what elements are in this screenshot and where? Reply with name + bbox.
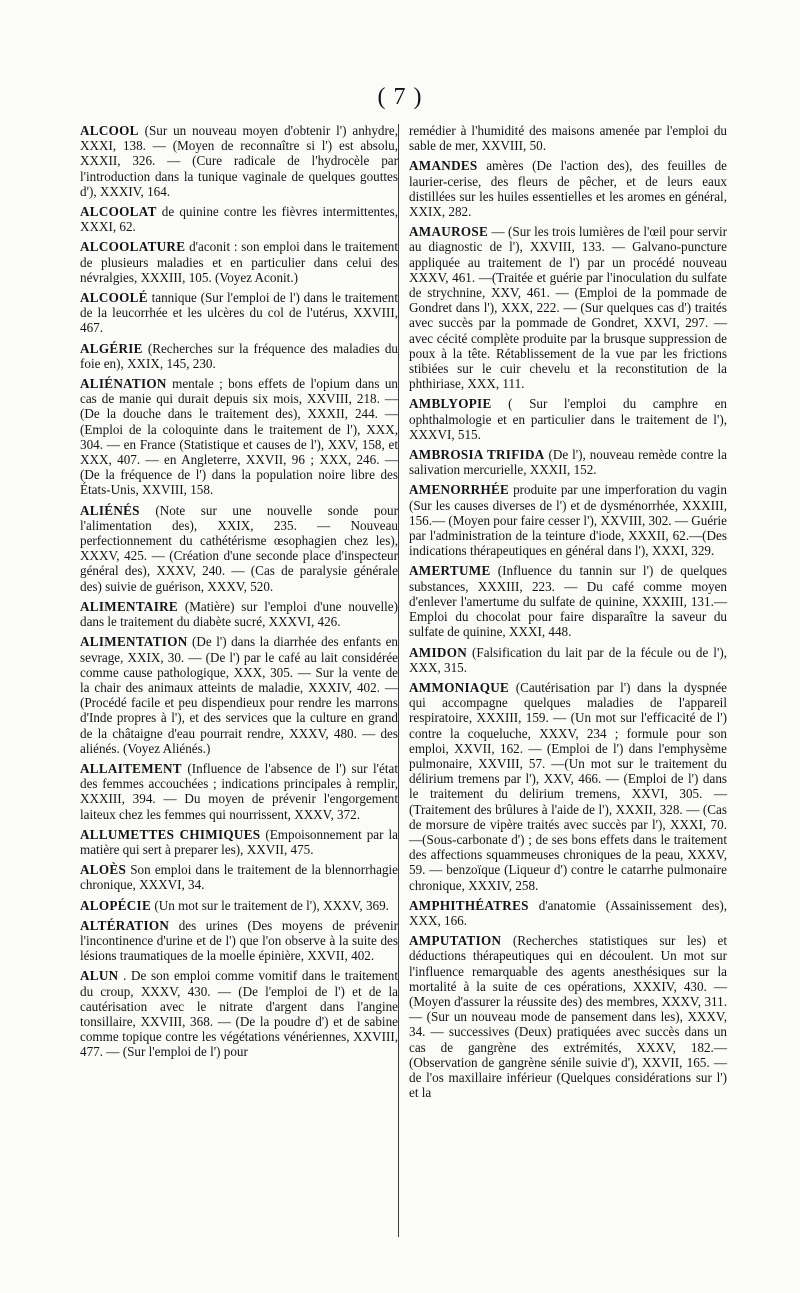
right-column	[409, 123, 727, 1105]
entry-text: (De l'), nouveau remède contre la salivation mercurielle, XXXII, 152.	[409, 447, 727, 478]
entry-headword: ALTÉRATION	[80, 917, 170, 933]
entry-text: d'aconit : son emploi dans le traitement de plusieurs maladies et en particulier dans celui des névralgies, XXXIII, 105. (Voyez Aconit.)	[80, 239, 398, 285]
entry-headword: AMERTUME	[409, 563, 491, 579]
entry-text: tannique (Sur l'emploi de l') dans le traitement de la leucorrhée et les ulcères du col de l'utérus, XXVIII, 467.	[80, 290, 398, 336]
entry-text: (Matière) sur l'emploi d'une nouvelle) dans le traitement du diabète sucré, XXXVI, 426.	[80, 598, 398, 630]
index-entry	[80, 898, 398, 913]
column-divider	[398, 124, 399, 1237]
index-entry	[409, 898, 727, 928]
entry-headword: AMPUTATION	[409, 933, 502, 949]
index-entry	[409, 482, 727, 558]
index-entry	[80, 376, 398, 498]
entry-headword: ALCOOLÉ	[80, 290, 148, 306]
index-entry	[80, 827, 398, 857]
entry-text: ( Sur l'emploi du camphre en ophthalmologie et en particulier dans le traitement de l'), XXXVI, 515.	[409, 396, 727, 442]
entry-headword: ALIÉNATION	[80, 376, 167, 392]
entry-text: mentale ; bons effets de l'opium dans un cas de manie qui durait depuis six mois, XXVIII, 218. — (De la douche dans le traitement des), XXXII, 244. — (Emploi de la coloquinte dans le traitement de l'), XXX, 304. — en France (Statistique et causes de l'), XXV, 158, et XXX, 407. — en Angleterre, XXVII, 96 ; XXX, 246. — (De la fréquence de l') dans la population noire libre des États-Unis, XXVIII, 158.	[80, 376, 398, 498]
entry-headword: AMAUROSE	[409, 224, 489, 240]
index-entry	[80, 503, 398, 594]
entry-text: remédier à l'humidité des maisons amenée par l'emploi du sable de mer, XXVIII, 50.	[409, 123, 727, 154]
entry-headword: AMIDON	[409, 644, 468, 660]
entry-headword: ALCOOLAT	[80, 204, 157, 220]
entry-text: amères (De l'action des), des feuilles de laurier-cerise, des fleurs de pêcher, et de leurs eaux distillées sur les huiles essentielles et les aromes en général, XXIX, 282.	[409, 158, 727, 220]
entry-headword: AMPHITHÉATRES	[409, 897, 529, 913]
index-entry	[80, 599, 398, 629]
entry-headword: AMBLYOPIE	[409, 396, 492, 412]
entry-text: de quinine contre les fièvres intermittentes, XXXI, 62.	[80, 204, 398, 235]
entry-headword: ALCOOLATURE	[80, 239, 186, 255]
entry-text: (De l') dans la diarrhée des enfants en sevrage, XXIX, 30. — (De l') par le café au lait considérée comme cause pathologique, XXX, 305. — Sur la vente de la chair des animaux atteints de maladie, XXXIV, 402. — (Procédé facile et peu dispendieux pour rendre les marrons d'Inde propres à l'), et des services que la culture en grand de la châtaigne d'eau pourrait rendre, XXXV, 480. — des aliénés. (Voyez Aliénés.)	[80, 634, 398, 756]
entry-headword: AMENORRHÉE	[409, 482, 510, 498]
index-entry	[80, 968, 398, 1059]
entry-text: d'anatomie (Assainissement des), XXX, 166.	[409, 897, 727, 928]
entry-headword: AMMONIAQUE	[409, 679, 510, 695]
index-entry	[80, 341, 398, 371]
index-entry	[80, 918, 398, 964]
index-entry	[409, 447, 727, 477]
index-entry	[80, 761, 398, 822]
index-entry	[409, 158, 727, 219]
entry-text: (Recherches statistiques sur les) et déductions thérapeutiques qui en découlent. Un mot sur l'influence remarquable des agents anesthésiques sur la mortalité à la suite de ces opérations, XXXIV, 430. — (Moyen d'assurer la réussite des) des membres, XXXV, 311. — (Sur un nouveau mode de pansement dans les), XXXV, 34. — successives (Deux) pratiquées avec succès dans un cas de gangrène des extrémités, XXXV, 182.— (Observation de gangrène sénile suivie d'), XXVII, 165. — de l'os maxillaire inférieur (Quelques considérations sur l') et la	[409, 933, 727, 1101]
entry-text: produite par une imperforation du vagin (Sur les causes diverses de l') et de dysménorrhée, XXXIII, 156.— (Moyen pour faire cesser l'), XXVIII, 302. — Guérie par l'administration de la teinture d'iode, XXXII, 62.—(Des indications thérapeutiques en général dans l'), XXXI, 329.	[409, 482, 728, 559]
entry-text: Son emploi dans le traitement de la blennorrhagie chronique, XXXVI, 34.	[80, 862, 398, 893]
entry-headword: ALLAITEMENT	[80, 760, 182, 776]
entry-text: (Sur un nouveau moyen d'obtenir l') anhydre, XXXI, 138. — (Moyen de reconnaître si l') est absolu, XXXII, 326. — (Cure radicale de l'hydrocèle par l'introduction dans la tunique vaginale de quelques gouttes d'), XXXIV, 164.	[80, 123, 398, 199]
index-entry	[80, 204, 398, 234]
entry-headword: ALOPÉCIE	[80, 897, 152, 913]
index-entry	[80, 862, 398, 892]
entry-text: (Empoisonnement par la matière qui sert à preparer les), XXVII, 475.	[80, 826, 398, 857]
page-number: ( 7 )	[377, 84, 423, 110]
entry-text: (Cautérisation par l') dans la dyspnée qui accompagne quelques maladies de l'appareil respiratoire, XXXIII, 159. — (Un mot sur l'efficacité de l') contre la coqueluche, XXXV, 234 ; formule pour son emploi, XXVII, 162. — (Emploi de l') dans l'emphysème pulmonaire, XXVIII, 57. —(Un mot sur le traitement du délirium tremens par l'), XXV, 466. — (Emploi de l') dans le traitement du delirium tremens, XXVI, 305. — (Traitement des brûlures à l'aide de l'), XXXII, 328. — (Cas de morsure de vipère traités avec succès par l'), XXXI, 70.—(Sous-carbonate d') ; de ses bons effets dans le traitement des affections squammeuses chroniques de la peau, XXXV, 59. — benzoïque (Liqueur d') contre le catarrhe pulmonaire chronique, XXXIV, 258.	[409, 679, 727, 893]
entry-headword: ALCOOL	[80, 123, 139, 138]
entry-headword: AMANDES	[409, 158, 478, 174]
index-entry	[80, 290, 398, 336]
entry-text: des urines (Des moyens de prévenir l'incontinence d'urine et de l') que l'on observe à la suite des lésions traumatiques de la moelle épinière, XXVII, 402.	[80, 917, 398, 964]
index-entry	[80, 123, 398, 199]
entry-headword: ALLUMETTES CHIMIQUES	[80, 826, 261, 842]
entry-headword: ALIMENTATION	[80, 634, 188, 650]
index-entry	[80, 239, 398, 285]
index-entry	[409, 563, 727, 639]
index-entry	[409, 645, 727, 675]
entry-text: (Recherches sur la fréquence des maladies du foie en), XXIX, 145, 230.	[80, 340, 398, 371]
index-entry	[409, 396, 727, 442]
entry-text: (Influence de l'absence de l') sur l'état des femmes accouchées ; indications principales à remplir, XXXIII, 394. — Du moyen de prévenir l'engorgement laiteux chez les femmes qui nourrissent, XXXV, 372.	[80, 760, 398, 822]
entry-headword: ALUN	[80, 968, 119, 984]
entry-headword: ALGÉRIE	[80, 340, 143, 356]
left-column	[80, 123, 398, 1065]
entry-text: (Influence du tannin sur l') de quelques substances, XXXIII, 223. — Du café comme moyen d'enlever l'amertume du sulfate de quinine, XXXIII, 131.—Emploi du chocolat pour faire disparaître la saveur du sulfate de quinine, XXXI, 448.	[409, 563, 727, 640]
entry-text: — (Sur les trois lumières de l'œil pour servir au diagnostic de l'), XXVIII, 133. — Galvano-puncture appliquée au traitement de l') par un procédé nouveau XXXV, 461. —(Traitée et guérie par l'inoculation du sulfate de strychnine, XXV, 461. — (Emploi de la pommade de Gondret dans l'), XXX, 222. — (Sur quelques cas d') traités avec succès par la pommade de Gondret, XXVI, 297. — avec cécité complète produite par la brusque suppression de poux à la tête. Rétablissement de la vue par les frictions stibiées sur le cuir chevelu et la reconstitution de la phthiriase, XXX, 111.	[409, 224, 727, 392]
entry-headword: ALIMENTAIRE	[80, 598, 178, 614]
entry-headword: ALIÉNÉS	[80, 502, 140, 518]
entry-headword: AMBROSIA TRIFIDA	[409, 447, 545, 463]
entry-text: (Un mot sur le traitement de l'), XXXV, 369.	[154, 897, 389, 913]
index-entry	[409, 224, 727, 391]
entry-headword: ALOÈS	[80, 862, 127, 878]
index-entry	[409, 933, 727, 1100]
entry-text: . De son emploi comme vomitif dans le traitement du croup, XXXV, 430. — (De l'emploi de l') et de la cautérisation avec le nitrate d'argent dans l'angine tonsillaire, XXVIII, 368. — (De la poudre d') et de sabine comme topique contre les végétations vénériennes, XXVIII, 477. — (Sur l'emploi de l') pour	[80, 968, 398, 1060]
index-entry	[409, 123, 727, 153]
index-entry	[409, 680, 727, 893]
index-entry	[80, 634, 398, 756]
entry-text: (Falsification du lait par de la fécule ou de l'), XXX, 315.	[409, 644, 727, 675]
entry-text: (Note sur une nouvelle sonde pour l'alimentation des), XXIX, 235. — Nouveau perfectionnement du cathétérisme œsophagien chez les), XXXV, 425. — (Création d'une seconde place d'inspecteur général des), XXXV, 240. — (Cas de paralysie générale des) suivie de guérison, XXXV, 520.	[80, 502, 398, 594]
